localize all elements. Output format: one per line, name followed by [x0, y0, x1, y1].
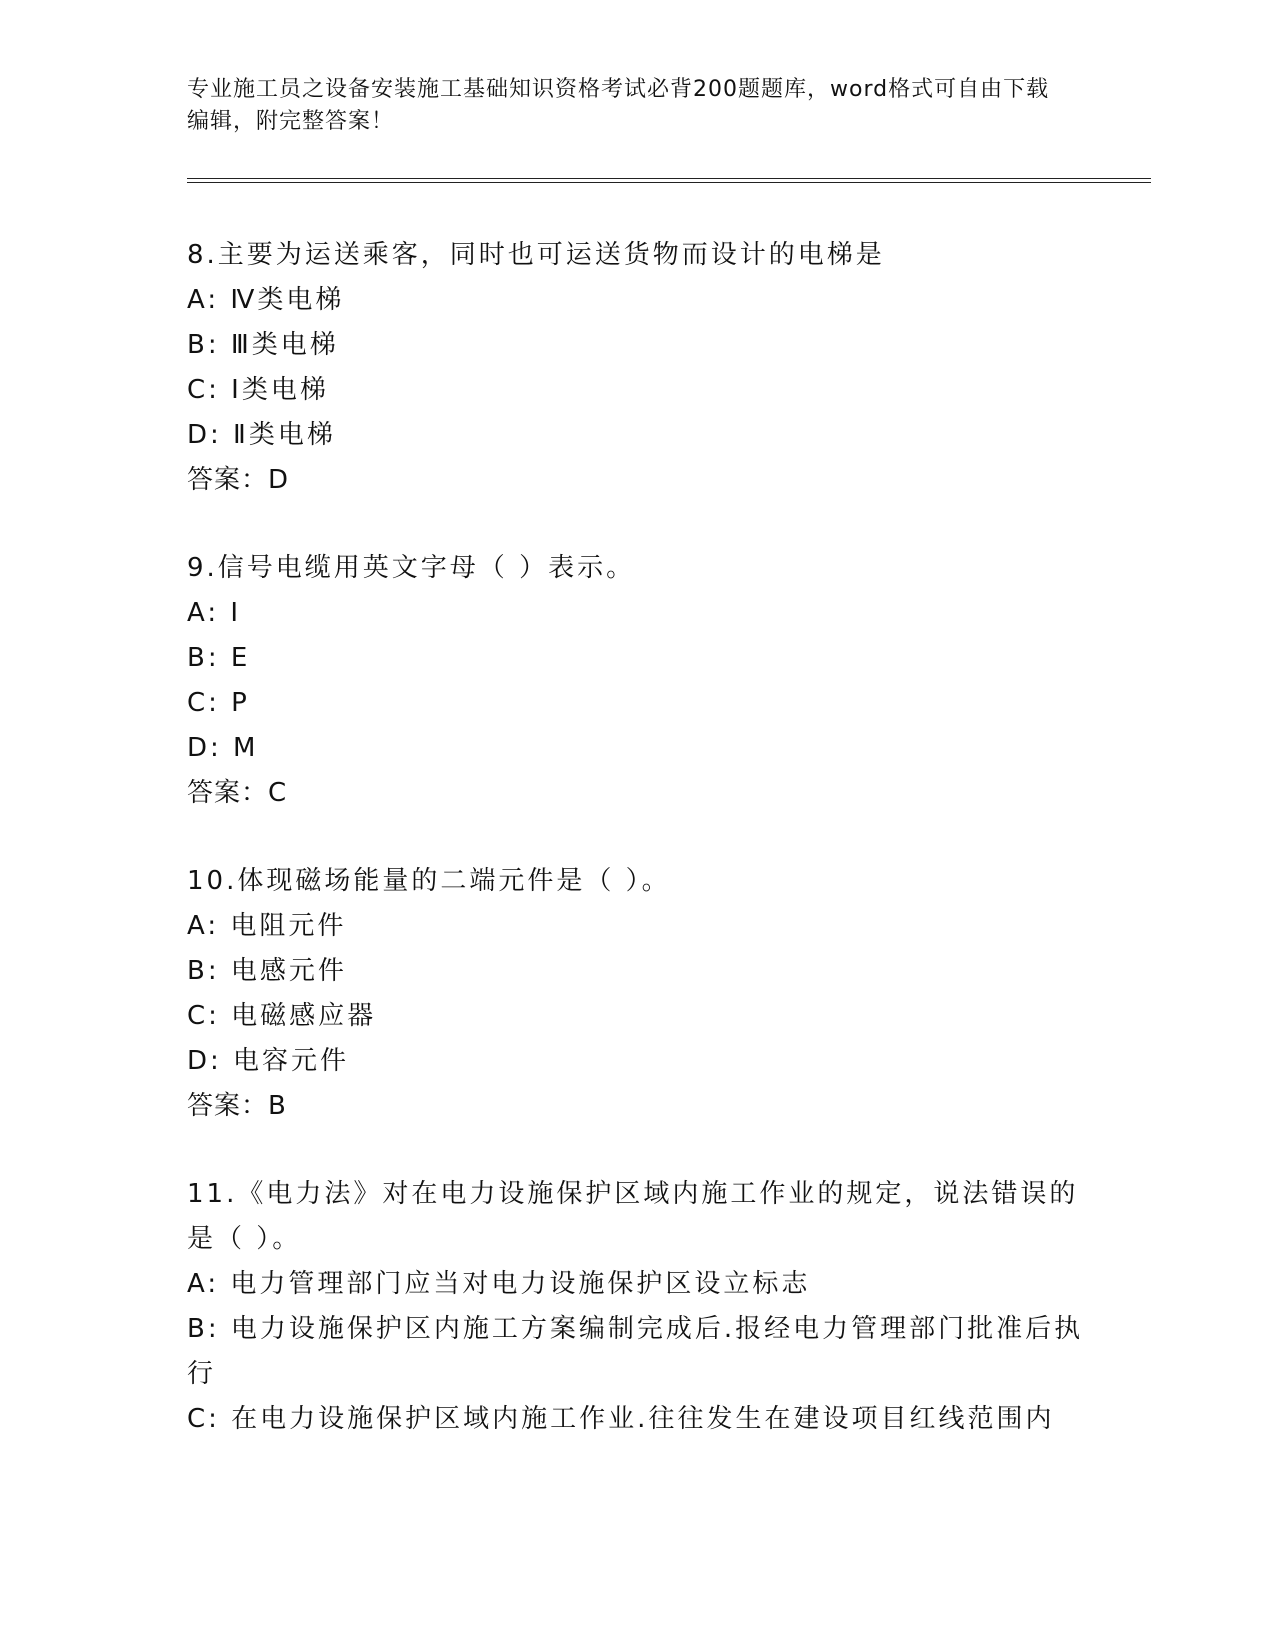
- option-c: C: Ⅰ类电梯: [187, 375, 329, 405]
- question-list: [187, 233, 1087, 1485]
- answer-line: 答案：C: [187, 778, 288, 808]
- header-divider-top: [187, 178, 1151, 179]
- answer-line: 答案：B: [187, 1091, 287, 1121]
- header-divider-bottom: [187, 182, 1151, 183]
- option-d: D: M: [187, 733, 259, 763]
- question-9: [187, 546, 1087, 816]
- option-b: B: E: [187, 643, 251, 673]
- option-d: D: 电容元件: [187, 1046, 350, 1076]
- option-b: B: 电感元件: [187, 956, 347, 986]
- option-b: B: Ⅲ类电梯: [187, 330, 339, 360]
- option-a: A: Ⅳ类电梯: [187, 285, 345, 315]
- question-stem: 9.信号电缆用英文字母（ ）表示。: [187, 553, 636, 583]
- question-10: [187, 859, 1087, 1129]
- option-c: C: 在电力设施保护区域内施工作业.往往发生在建设项目红线范围内: [187, 1404, 1055, 1434]
- question-8: [187, 233, 1087, 503]
- option-b: B: 电力设施保护区内施工方案编制完成后.报经电力管理部门批准后执行: [187, 1314, 1084, 1389]
- question-stem: 10.体现磁场能量的二端元件是（ ）。: [187, 866, 671, 896]
- option-d: D: Ⅱ类电梯: [187, 420, 336, 450]
- option-c: C: 电磁感应器: [187, 1001, 377, 1031]
- option-a: A: 电力管理部门应当对电力设施保护区设立标志: [187, 1269, 811, 1299]
- document-intro: 专业施工员之设备安装施工基础知识资格考试必背200题题库，word格式可自由下载编辑，附完整答案！: [187, 77, 1050, 134]
- answer-line: 答案：D: [187, 465, 290, 495]
- question-11: [187, 1172, 1087, 1442]
- question-stem: 11.《电力法》对在电力设施保护区域内施工作业的规定，说法错误的是（ ）。: [187, 1179, 1079, 1254]
- option-a: A: I: [187, 598, 242, 628]
- question-stem: 8.主要为运送乘客，同时也可运送货物而设计的电梯是: [187, 240, 885, 270]
- option-c: C: P: [187, 688, 250, 718]
- option-a: A: 电阻元件: [187, 911, 347, 941]
